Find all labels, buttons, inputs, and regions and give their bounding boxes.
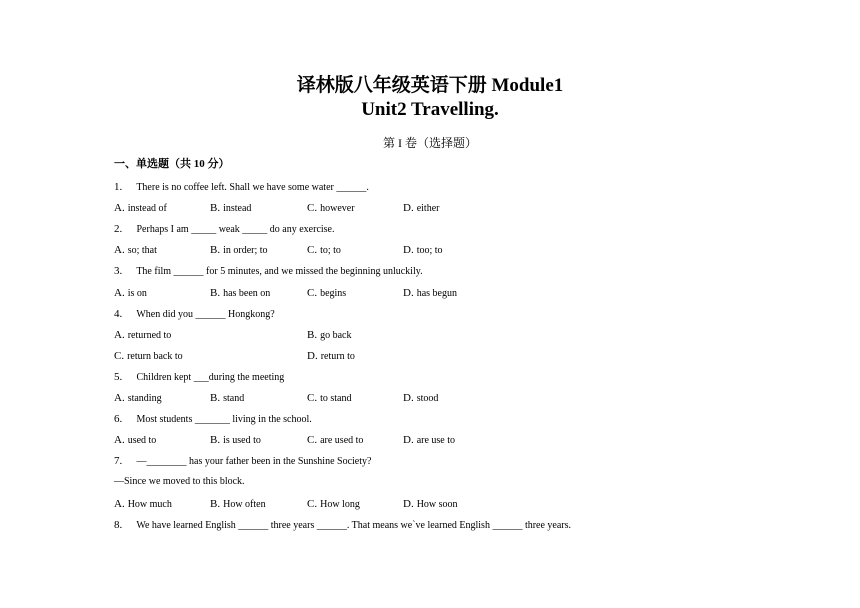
question-text: There is no coffee left. Shall we have some water ______. [136, 182, 369, 193]
question-number: 8. [114, 519, 123, 531]
option-c[interactable]: C. How long [307, 498, 360, 510]
option-a[interactable]: A. returned to [114, 329, 172, 341]
option-c[interactable]: C. to; to [307, 244, 341, 256]
question-number: 5. [114, 371, 123, 383]
option-a[interactable]: A. instead of [114, 202, 167, 214]
question-5 [114, 370, 284, 385]
question-number: 4. [114, 308, 123, 320]
option-c[interactable]: C. return back to [114, 350, 183, 362]
question-6 [114, 412, 312, 427]
option-b[interactable]: B. How often [210, 498, 266, 510]
title-line-1: 译林版八年级英语下册 Module1 [296, 75, 564, 96]
question-4 [114, 307, 275, 322]
question-number: 6. [114, 413, 123, 425]
option-b[interactable]: B. instead [210, 202, 252, 214]
option-c[interactable]: C. however [307, 202, 355, 214]
option-a[interactable]: A. so; that [114, 244, 157, 256]
option-a[interactable]: A. standing [114, 392, 162, 404]
option-b[interactable]: B. in order; to [210, 244, 268, 256]
volume-heading: 第 I 卷（选择题） [383, 136, 477, 150]
question-3 [114, 264, 423, 279]
question-text: Most students _______ living in the school. [136, 414, 312, 425]
question-number: 2. [114, 223, 123, 235]
question-text: —________ has your father been in the Sunshine Society? [136, 456, 372, 467]
option-c[interactable]: C. begins [307, 287, 347, 299]
question-8 [114, 518, 571, 533]
option-a[interactable]: A. is on [114, 287, 147, 299]
option-c[interactable]: C. are used to [307, 434, 364, 446]
option-d[interactable]: D. return to [307, 350, 355, 362]
question-text: We have learned English ______ three years ______. That means we`ve learned English ______ three years. [136, 520, 572, 531]
option-b[interactable]: B. go back [307, 329, 352, 341]
section-heading: 一、单选题（共 10 分） [114, 158, 230, 170]
question-text: The film ______ for 5 minutes, and we missed the beginning unluckily. [136, 266, 423, 277]
option-a[interactable]: A. used to [114, 434, 157, 446]
option-d[interactable]: D. either [403, 202, 440, 214]
option-d[interactable]: D. too; to [403, 244, 443, 256]
question-number: 3. [114, 265, 123, 277]
option-a[interactable]: A. How much [114, 498, 172, 510]
option-d[interactable]: D. has begun [403, 287, 457, 299]
option-b[interactable]: B. has been on [210, 287, 271, 299]
title-line-2: Unit2 Travelling. [361, 99, 499, 120]
option-d[interactable]: D. are use to [403, 434, 456, 446]
question-text: When did you ______ Hongkong? [136, 309, 275, 320]
option-d[interactable]: D. stood [403, 392, 439, 404]
question-number: 1. [114, 181, 123, 193]
option-b[interactable]: B. stand [210, 392, 245, 404]
question-2 [114, 222, 335, 237]
option-b[interactable]: B. is used to [210, 434, 261, 446]
question-1 [114, 180, 369, 195]
question-7 [114, 454, 371, 469]
question-7-response: —Since we moved to this block. [114, 476, 245, 487]
question-text: Perhaps I am _____ weak _____ do any exercise. [136, 224, 335, 235]
question-text: Children kept ___during the meeting [136, 372, 285, 383]
question-number: 7. [114, 455, 123, 467]
option-c[interactable]: C. to stand [307, 392, 352, 404]
option-d[interactable]: D. How soon [403, 498, 458, 510]
